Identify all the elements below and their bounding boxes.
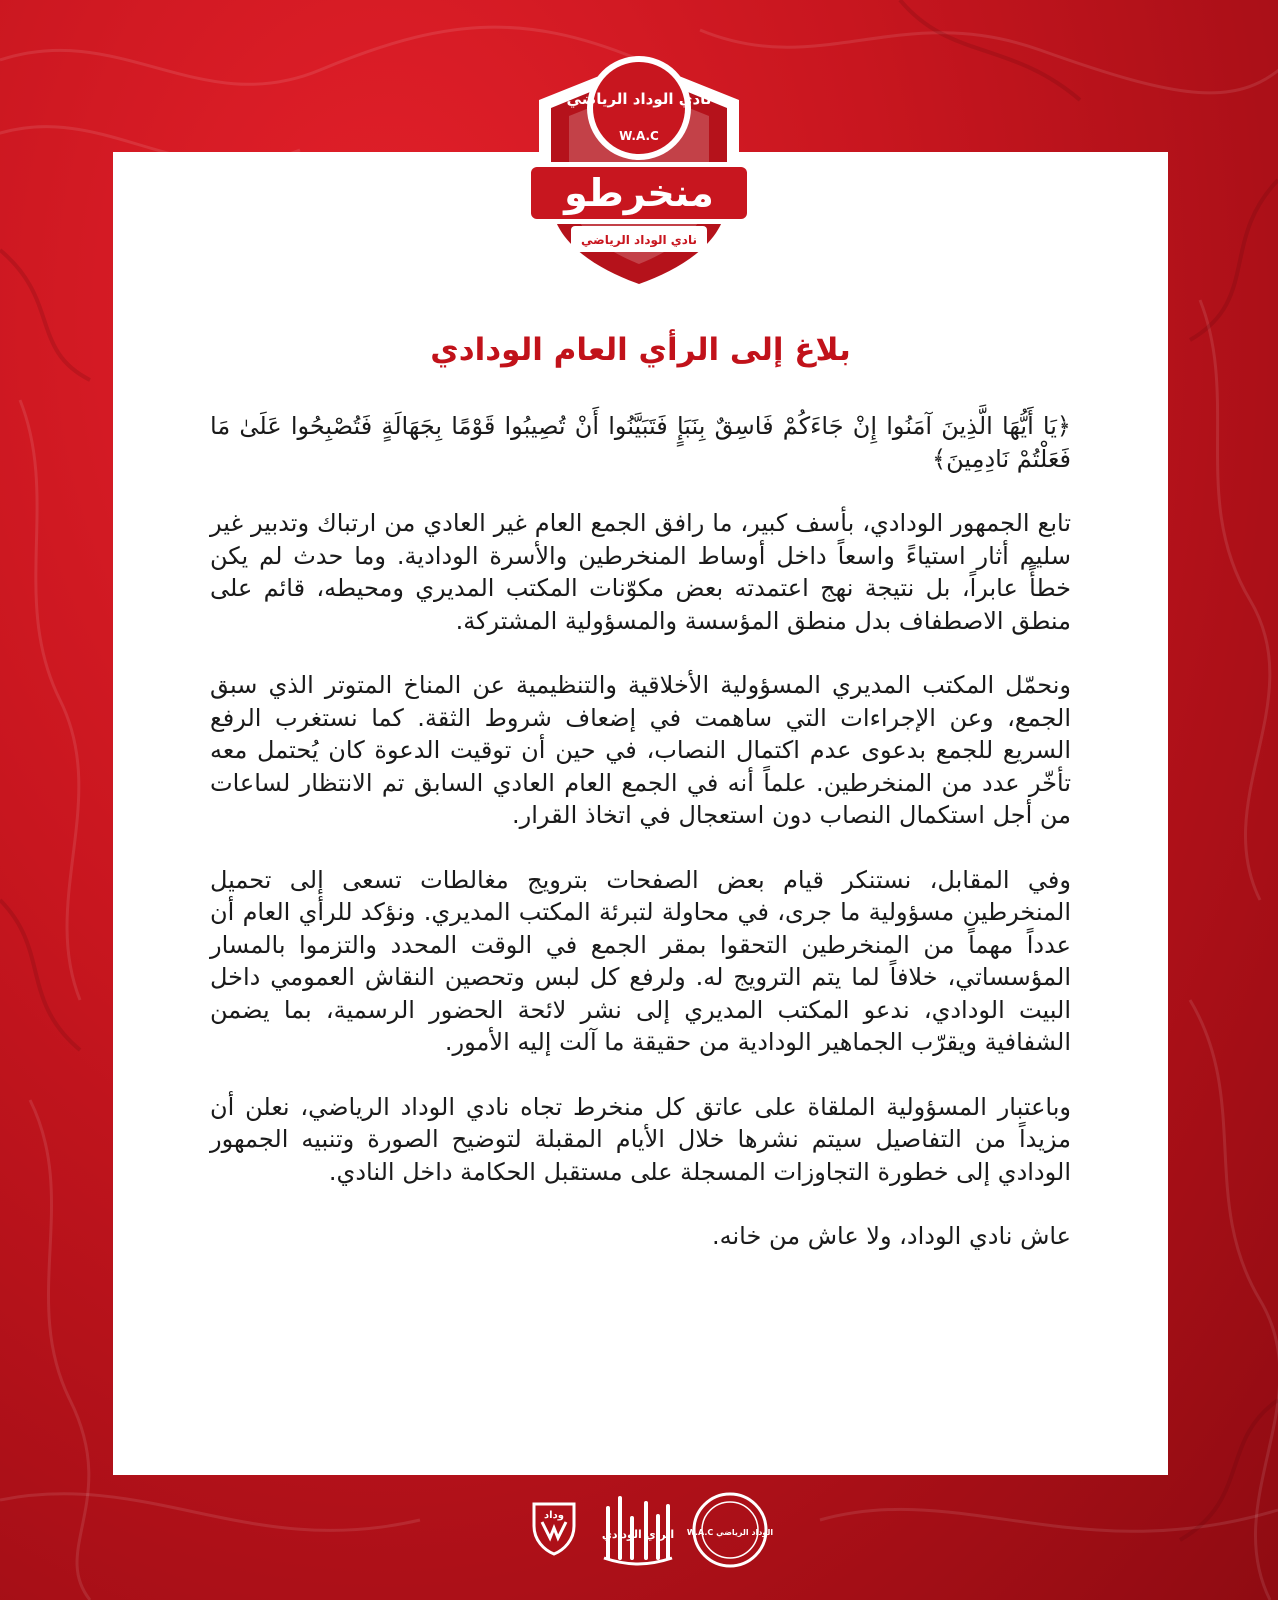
footer-logo-left-text: وداد bbox=[544, 1510, 564, 1521]
footer-logos bbox=[530, 1488, 780, 1578]
crest-text-1: نادي الوداد الرياضي bbox=[566, 90, 712, 108]
footer-logo-center-text: الرأي الودادي bbox=[601, 1528, 675, 1541]
crest-text-2: W.A.C bbox=[619, 129, 659, 143]
quran-verse: ﴿يَا أَيُّهَا الَّذِينَ آمَنُوا إِنْ جَاءَكُمْ فَاسِقٌ بِنَبَإٍ فَتَبَيَّنُوا أَنْ تُصِيبُوا قَوْمًا بِجَهَالَةٍ فَتُصْبِحُوا عَلَىٰ مَا فَعَلْتُمْ نَادِمِينَ﴾ bbox=[210, 412, 1071, 473]
crest-logo bbox=[519, 40, 759, 300]
statement-body bbox=[210, 410, 1071, 1285]
paragraph-3: وفي المقابل، نستنكر قيام بعض الصفحات بترويج مغالطات تسعى إلى تحميل المنخرطين مسؤولية ما جرى، في محاولة لتبرئة المكتب المديري. ونؤكد للرأي العام أن عدداً مهماً من المنخرطين التحقوا بمقر الجمع في الوقت المحدد والتزموا بالمسار المؤسساتي، خلافاً لما يتم الترويج له. ولرفع كل لبس وتحصين النقاش العمومي داخل البيت الودادي، ندعو المكتب المديري إلى نشر لائحة الحضور الرسمية، بما يضمن الشفافية ويقرّب الجماهير الودادية من حقيقة ما آلت إليه الأمور. bbox=[210, 865, 1071, 1056]
closing-line: عاش نادي الوداد، ولا عاش من خانه. bbox=[712, 1222, 1071, 1250]
page-title: بلاغ إلى الرأي العام الودادي bbox=[430, 332, 851, 368]
paragraph-1: تابع الجمهور الودادي، بأسف كبير، ما رافق الجمع العام غير العادي من ارتباك وتدبير غير سليم أثار استياءً واسعاً داخل أوساط المنخرطين والأسرة الودادية. وما حدث لم يكن خطأً عابراً، بل نتيجة نهج اعتمدته بعض مكوّنات المكتب المديري ومحيطه، قائم على منطق الاصطفاف بدل منطق المؤسسة والمسؤولية المشتركة. bbox=[210, 509, 1071, 635]
footer-logo-center bbox=[598, 1488, 678, 1568]
paragraph-4: وباعتبار المسؤولية الملقاة على عاتق كل منخرط تجاه نادي الوداد الرياضي، نعلن أن مزيداً من التفاصيل سيتم نشرها خلال الأيام المقبلة لتوضيح الصورة وتنبيه الجمهور الودادي إلى خطورة التجاوزات المسجلة على مستقبل الحكامة داخل النادي. bbox=[210, 1092, 1071, 1186]
footer-logo-left bbox=[530, 1496, 578, 1556]
logo bbox=[519, 40, 759, 300]
logo-main-word: منخرطو bbox=[564, 171, 714, 215]
footer-logo-right-text: الوداد الرياضي W.A.C bbox=[686, 1528, 774, 1537]
paragraph-2: ونحمّل المكتب المديري المسؤولية الأخلاقية والتنظيمية عن المناخ المتوتر الذي سبق الجمع، وعن الإجراءات التي ساهمت في إضعاف شروط الثقة. كما نستغرب الرفع السريع للجمع بدعوى عدم اكتمال النصاب، في حين أن توقيت الدعوة كان يُحتمل معه تأخّر عدد من المنخرطين. علماً أنه في الجمع العام العادي السابق تم الانتظار لساعات من أجل استكمال النصاب دون استعجال في اتخاذ القرار. bbox=[210, 671, 1071, 829]
logo-ribbon: نادي الوداد الرياضي bbox=[581, 233, 697, 247]
footer-logo-right bbox=[686, 1490, 774, 1570]
